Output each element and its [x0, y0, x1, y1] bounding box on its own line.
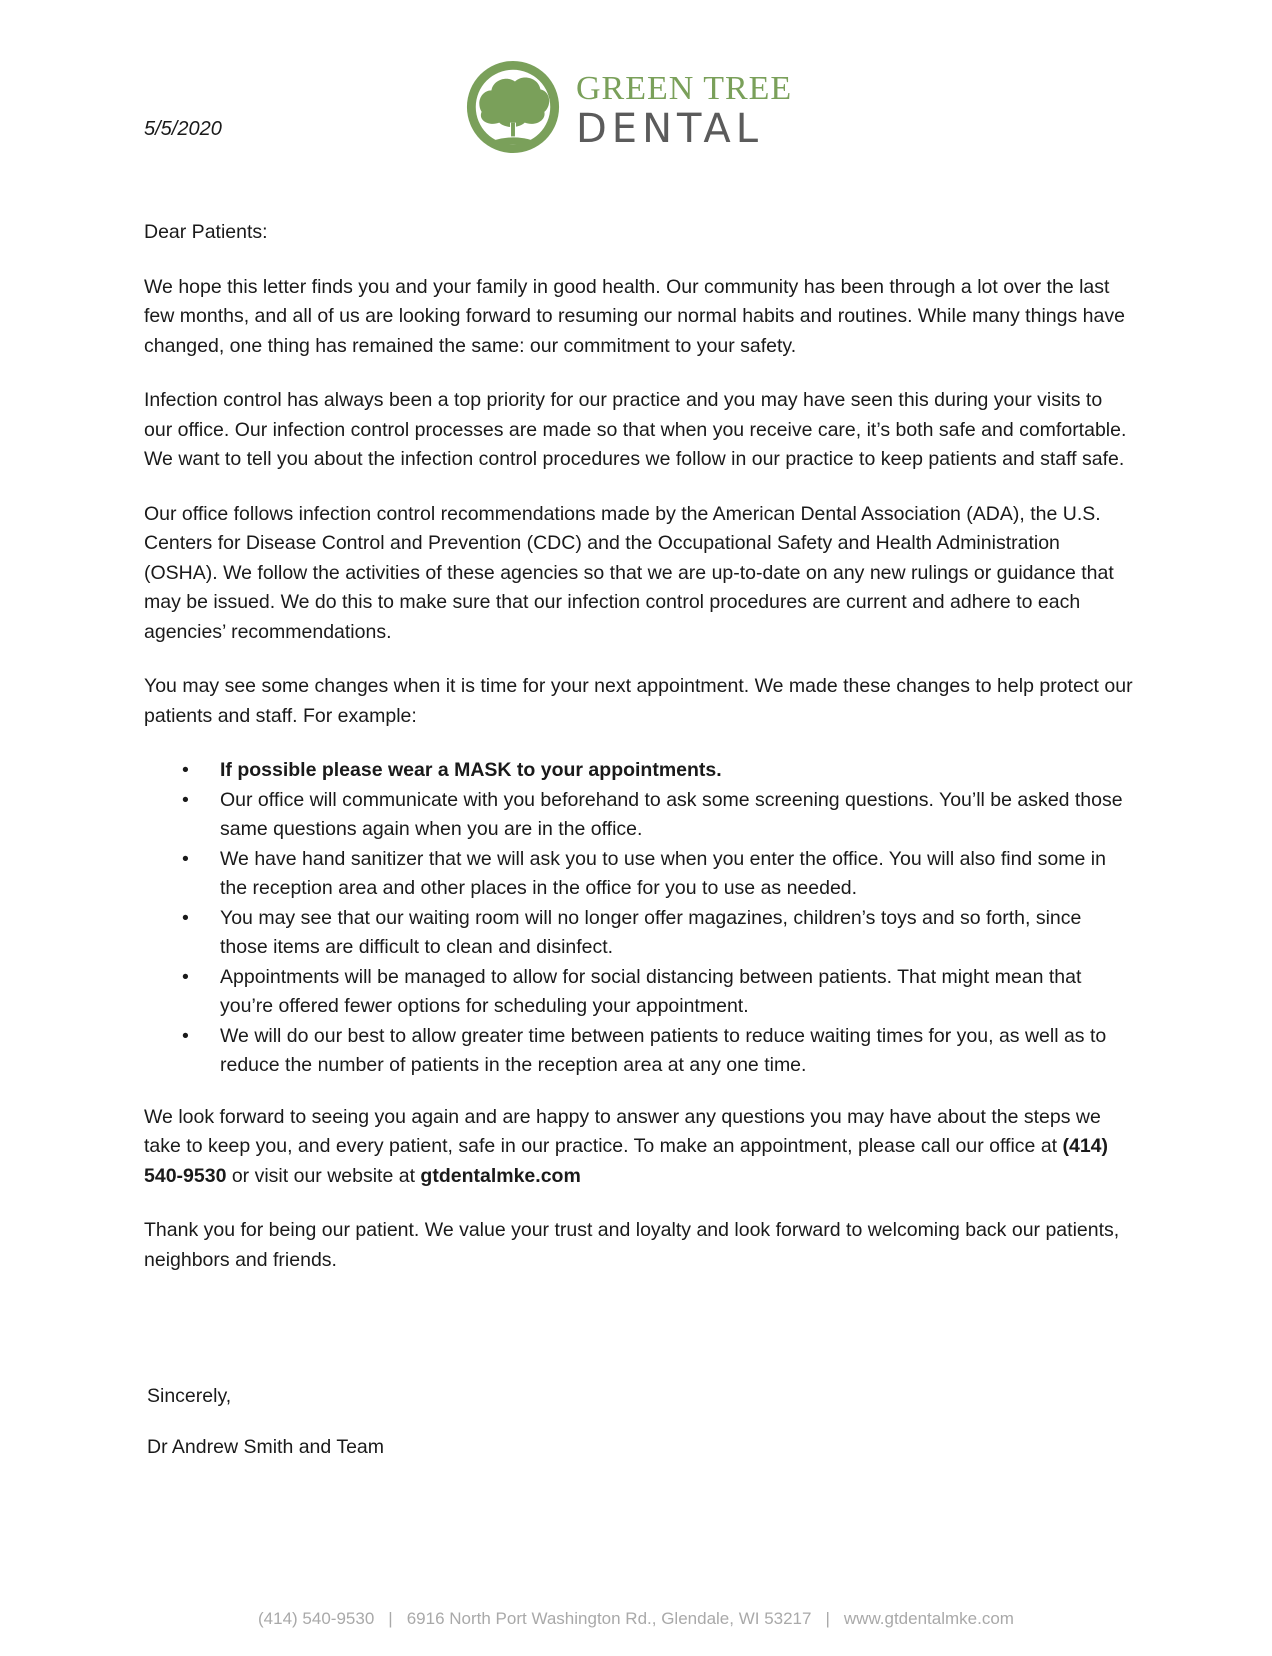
footer	[0, 1609, 1272, 1629]
contact-text-middle: or visit our website at	[226, 1164, 421, 1187]
list-item	[144, 786, 1134, 845]
footer-phone: (414) 540-9530	[258, 1609, 375, 1628]
closing: Sincerely,	[147, 1385, 232, 1407]
bullet-icon: •	[182, 906, 189, 929]
bullet-icon: •	[182, 1024, 189, 1047]
paragraph-intro: We hope this letter finds you and your family in good health. Our community has been through a lot over the last few months, and all of us are looking forward to resuming our normal habits and routines. While many things have changed, one thing has remained the same: our commitment to your safety.	[144, 275, 1125, 357]
paragraph-recommendations: Our office follows infection control recommendations made by the American Dental Association (ADA), the U.S. Centers for Disease Control and Prevention (CDC) and the Occupational Safety and Health Administration (OSHA). We follow the activities of these agencies so that we are up-to-date on any new rulings or guidance that may be issued. We do this to make sure that our infection control procedures are current and adhere to each agencies’ recommendations.	[144, 502, 1114, 643]
tree-logo-icon	[464, 58, 562, 156]
contact-text-before: We look forward to seeing you again and are happy to answer any questions you may have about the steps we take to keep you, and every patient, safe in our practice. To make an appointment, please call our office at	[144, 1105, 1101, 1157]
bullet-icon: •	[182, 788, 189, 811]
footer-address: 6916 North Port Washington Rd., Glendale, WI 53217	[406, 1609, 812, 1628]
list-item	[144, 845, 1134, 904]
list-item	[144, 1022, 1134, 1081]
greeting: Dear Patients:	[144, 221, 268, 243]
list-item-text: You may see that our waiting room will no longer offer magazines, children’s toys and so forth, since those items are difficult to clean and disinfect.	[220, 906, 1082, 958]
list-item-text: Our office will communicate with you beforehand to ask some screening questions. You’ll be asked those same questions again when you are in the office.	[220, 788, 1123, 840]
company-logo	[464, 58, 824, 162]
paragraph-contact	[144, 1103, 1134, 1192]
bullet-icon: •	[182, 759, 189, 781]
paragraph-changes: You may see some changes when it is time for your next appointment. We made these changes to help protect our patients and staff. For example:	[144, 675, 1133, 727]
list-item	[144, 756, 1134, 786]
letter-date: 5/5/2020	[144, 118, 222, 140]
footer-separator: |	[825, 1609, 830, 1628]
list-item-text: We have hand sanitizer that we will ask you to use when you enter the office. You will also find some in the reception area and other places in the office for you to use as needed.	[220, 847, 1106, 899]
paragraph-thanks: Thank you for being our patient. We value your trust and loyalty and look forward to welcoming back our patients, neighbors and friends.	[144, 1219, 1120, 1271]
bullet-icon: •	[182, 847, 189, 870]
list-item	[144, 904, 1134, 963]
logo-text-dental: DENTAL	[576, 106, 763, 152]
list-item-text: Appointments will be managed to allow for social distancing between patients. That might mean that you’re offered fewer options for scheduling your appointment.	[220, 965, 1082, 1017]
contact-phone: (414) 540-9530	[144, 1135, 1109, 1187]
paragraph-infection-control: Infection control has always been a top priority for our practice and you may have seen this during your visits to our office. Our infection control processes are made so that when you receive care, it’s both safe and comfortable. We want to tell you about the infection control procedures we follow in our practice to keep patients and staff safe.	[144, 389, 1127, 470]
contact-website: gtdentalmke.com	[420, 1164, 581, 1187]
signature-name: Dr Andrew Smith and Team	[147, 1436, 384, 1458]
logo-text-green-tree: GREEN TREE	[576, 70, 793, 107]
list-item	[144, 963, 1134, 1022]
letter-body	[144, 218, 1134, 1300]
list-item-text: If possible please wear a MASK to your appointments.	[220, 759, 722, 781]
changes-list	[144, 756, 1134, 1081]
footer-separator: |	[388, 1609, 393, 1628]
list-item-text: We will do our best to allow greater time between patients to reduce waiting times for you, as well as to reduce the number of patients in the reception area at any one time.	[220, 1024, 1107, 1076]
bullet-icon: •	[182, 965, 189, 988]
footer-website: www.gtdentalmke.com	[843, 1609, 1014, 1628]
